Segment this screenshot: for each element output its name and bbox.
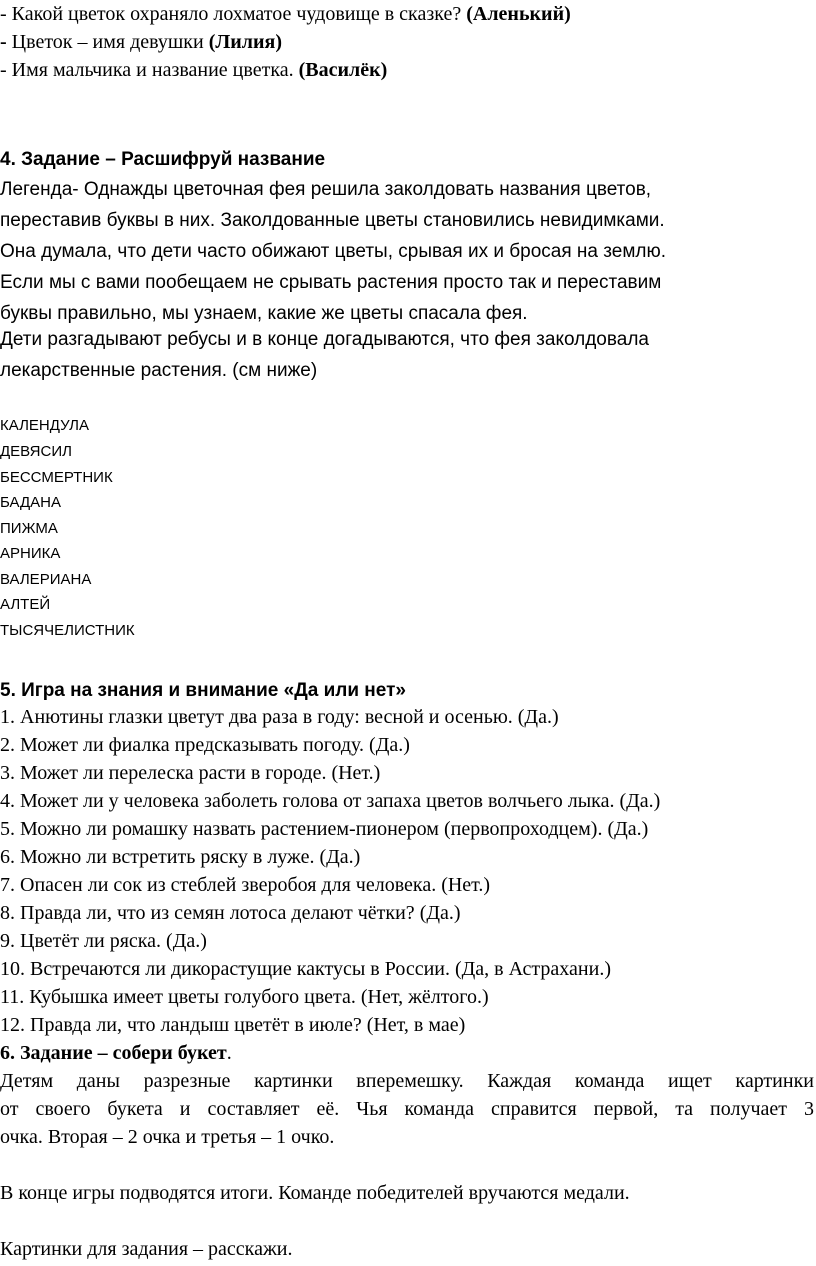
closing-paragraph: В конце игры подводятся итоги. Команде победителей вручаются медали. xyxy=(0,1182,630,1204)
question-item: 10. Встречаются ли дикорастущие кактусы в России. (Да, в Астрахани.) xyxy=(0,958,611,980)
task4-line-4: Если мы с вами пообещаем не срывать растения просто так и переставим xyxy=(0,272,662,293)
question-item: 4. Может ли у человека заболеть голова от запаха цветов волчьего лыка. (Да.) xyxy=(0,790,661,812)
riddle-3-answer: (Василёк) xyxy=(298,59,388,81)
task5-heading-text: 5. Игра на знания и внимание «Да или нет» xyxy=(0,680,406,701)
question-item: 8. Правда ли, что из семян лотоса делают чётки? (Да.) xyxy=(0,902,461,924)
riddle-2-question: Цветок – имя девушки xyxy=(6,31,209,53)
task4-line-5: буквы правильно, мы узнаем, какие же цветы спасала фея. xyxy=(0,303,528,324)
task6-line-1: Детям даны разрезные картинки вперемешку. Каждая команда ищет картинки xyxy=(0,1070,814,1092)
word-item: ПИЖМА xyxy=(0,520,58,537)
question-item: 9. Цветёт ли ряска. (Да.) xyxy=(0,930,207,952)
task4-heading xyxy=(0,150,325,169)
riddle-1-answer: (Аленький) xyxy=(466,3,571,25)
task4-heading-text: 4. Задание – Расшифруй название xyxy=(0,149,326,170)
question-item: 11. Кубышка имеет цветы голубого цвета. (Нет, жёлтого.) xyxy=(0,986,489,1008)
task6-heading xyxy=(0,1043,232,1063)
riddle-2-answer: (Лилия) xyxy=(208,31,283,53)
task4-line-6: Дети разгадывают ребусы и в конце догадываются, что фея заколдовала xyxy=(0,329,649,350)
question-item: 3. Может ли перелеска расти в городе. (Нет.) xyxy=(0,762,381,784)
question-item: 1. Анютины глазки цветут два раза в году: весной и осенью. (Да.) xyxy=(0,706,559,728)
task4-line-1: Легенда- Однажды цветочная фея решила заколдовать названия цветов, xyxy=(0,179,652,200)
question-item: 12. Правда ли, что ландыш цветёт в июле? (Нет, в мае) xyxy=(0,1014,466,1036)
question-item: 7. Опасен ли сок из стеблей зверобоя для человека. (Нет.) xyxy=(0,874,491,896)
riddle-2 xyxy=(0,32,282,52)
task6-heading-text: 6. Задание – собери букет xyxy=(0,1042,227,1064)
riddle-2-dash: - xyxy=(0,31,7,53)
pictures-caption: Картинки для задания – расскажи. xyxy=(0,1238,293,1260)
task6-line-3: очка. Вторая – 2 очка и третья – 1 очко. xyxy=(0,1126,335,1148)
task4-line-3: Она думала, что дети часто обижают цветы, срывая их и бросая на землю. xyxy=(0,241,667,262)
question-item: 6. Можно ли встретить ряску в луже. (Да.) xyxy=(0,846,361,868)
word-item: КАЛЕНДУЛА xyxy=(0,417,89,434)
word-item: БЕССМЕРТНИК xyxy=(0,469,113,486)
word-item: ВАЛЕРИАНА xyxy=(0,571,92,588)
word-item: БАДАНА xyxy=(0,494,62,511)
riddle-1 xyxy=(0,4,571,24)
word-item: ДЕВЯСИЛ xyxy=(0,443,72,460)
word-item: АРНИКА xyxy=(0,545,61,562)
riddle-3-question: - Имя мальчика и название цветка. xyxy=(0,59,299,81)
word-item: АЛТЕЙ xyxy=(0,596,51,613)
task4-line-7: лекарственные растения. (см ниже) xyxy=(0,360,318,381)
task6-line-2: от своего букета и составляет её. Чья команда справится первой, та получает 3 xyxy=(0,1098,814,1120)
task4-line-2: переставив буквы в них. Заколдованные цветы становились невидимками. xyxy=(0,210,665,231)
task5-heading xyxy=(0,681,406,700)
riddle-1-question: - Какой цветок охраняло лохматое чудовище в сказке? xyxy=(0,3,467,25)
question-item: 2. Может ли фиалка предсказывать погоду. (Да.) xyxy=(0,734,410,756)
riddle-3 xyxy=(0,60,387,80)
task6-heading-period: . xyxy=(226,1042,232,1064)
word-item: ТЫСЯЧЕЛИСТНИК xyxy=(0,622,135,639)
question-item: 5. Можно ли ромашку назвать растением-пионером (первопроходцем). (Да.) xyxy=(0,818,649,840)
